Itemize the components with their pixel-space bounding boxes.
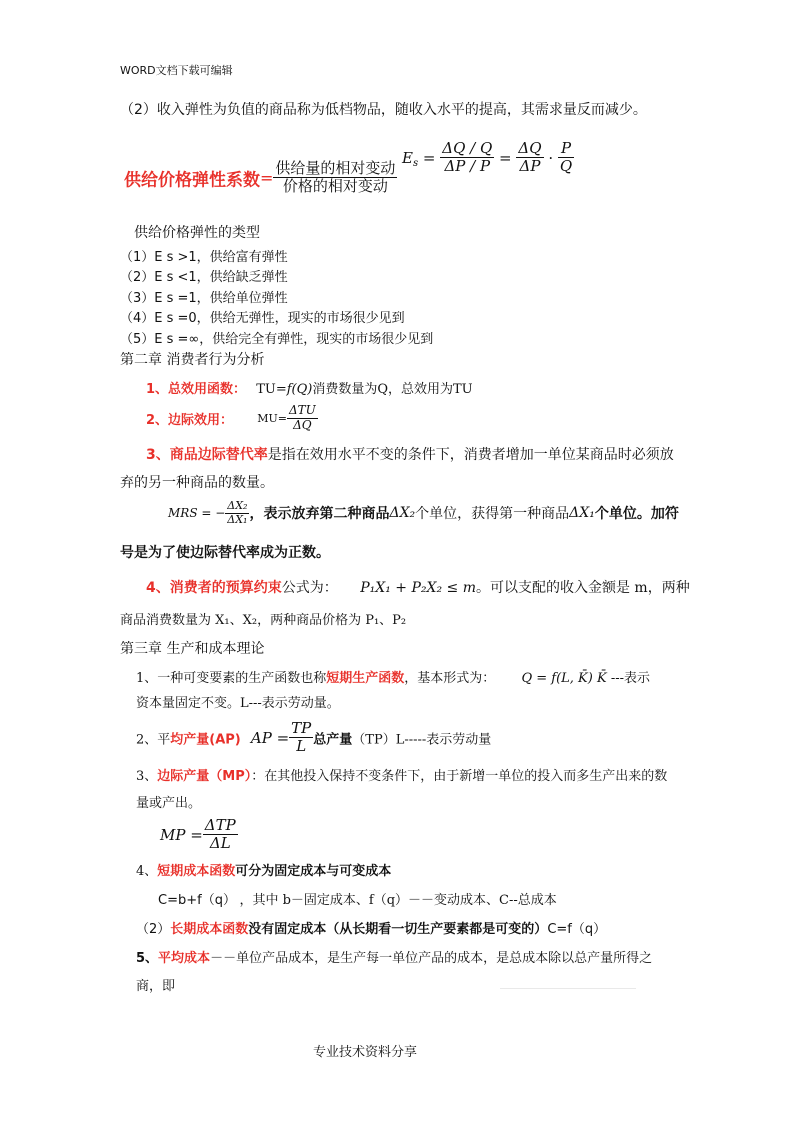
ch2-mrs-lhs: MRS = − bbox=[168, 506, 226, 521]
ch2-mrs-num: ΔX₂ bbox=[227, 499, 248, 512]
ch2-mrs-line2: 弃的另一种商品的数量。 bbox=[120, 475, 274, 491]
supply-formula-frac2-num: ΔQ bbox=[518, 139, 542, 157]
ch2-mrs-formula-line bbox=[168, 500, 679, 526]
ch3-s2-line bbox=[136, 720, 491, 756]
ch2-mrs-label: 3、商品边际替代率 bbox=[146, 447, 268, 463]
ch3-s1-mid: ，基本形式为： bbox=[404, 671, 496, 686]
types-item-5: （5）E s =∞，供给完全有弹性，现实的市场很少见到 bbox=[120, 332, 434, 347]
ch2-budget-line1 bbox=[146, 577, 690, 597]
ch2-total-utility bbox=[146, 378, 473, 397]
ch3-s2-post: （TP）L-----表示劳动量 bbox=[352, 732, 492, 748]
ch2-mrs-text4: 个单位，获得第一种商品 bbox=[415, 506, 570, 523]
supply-coef-fraction bbox=[273, 160, 397, 196]
supply-formula-frac2 bbox=[516, 140, 543, 176]
ch3-s1-formula: Q = f(L, K̄) K̄ bbox=[521, 671, 607, 686]
ch3-s3-line1 bbox=[136, 765, 667, 784]
supply-formula-dot: · bbox=[548, 148, 554, 167]
ch3-s3-pre: 3、 bbox=[136, 769, 158, 784]
ch2-mrs-text5: 个单位。加符 bbox=[594, 506, 679, 523]
supply-coef-denominator: 价格的相对变动 bbox=[282, 177, 388, 196]
supply-formula-frac2-den: ΔP bbox=[519, 157, 541, 176]
ch3-s5-line1 bbox=[136, 947, 652, 966]
supply-formula-frac3-den: Q bbox=[559, 157, 573, 176]
ch2-mrs-line4: 号是为了使边际替代率成为正数。 bbox=[120, 545, 330, 561]
ch3-mp-formula bbox=[160, 817, 238, 853]
ch3-s3-line2: 量或产出。 bbox=[136, 796, 202, 811]
ch3-mp-fraction bbox=[203, 817, 238, 853]
chapter3-title: 第三章 生产和成本理论 bbox=[120, 641, 265, 657]
ch3-mp-den: ΔL bbox=[209, 834, 231, 853]
types-item-1: （1）E s >1，供给富有弹性 bbox=[120, 250, 288, 265]
supply-coef-eq: = bbox=[260, 168, 274, 188]
ch3-s4-red: 短期成本函数 bbox=[157, 864, 236, 879]
ch3-s4-formula-line bbox=[158, 889, 557, 908]
ch3-s4-bold: 可分为固定成本与可变成本 bbox=[235, 864, 392, 879]
ch2-mrs-var1: ΔX₁ bbox=[569, 505, 595, 522]
ch2-mrs-line1 bbox=[146, 444, 674, 464]
ch3-s1-line2: 资本量固定不变。L---表示劳动量。 bbox=[136, 696, 340, 711]
ch3-s4-formula: C=b+f（q） bbox=[158, 893, 230, 908]
para-income-elasticity: （2）收入弹性为负值的商品称为低档物品，随收入水平的提高，其需求量反而减少。 bbox=[120, 102, 647, 118]
page-footer: 专业技术资料分享 bbox=[313, 1045, 418, 1060]
ch3-s4-pre: 4、 bbox=[136, 864, 158, 879]
ch3-s4b-line bbox=[136, 918, 606, 937]
ch2-tu-func: f(Q) bbox=[286, 382, 313, 397]
ch3-s4b-bold: 没有固定成本（从长期看一切生产要素都是可变的） bbox=[248, 922, 548, 937]
ch2-mrs-text3: ，表示放弃第二种商品 bbox=[249, 506, 390, 523]
ch3-s4b-post: C=f（q） bbox=[547, 922, 607, 937]
supply-formula-frac1-num: ΔQ / Q bbox=[442, 139, 493, 157]
ch2-mrs-var2: ΔX₂ bbox=[389, 505, 416, 522]
ch3-s4b-red: 长期成本函数 bbox=[170, 922, 249, 937]
supply-formula-frac3 bbox=[558, 140, 574, 176]
page-header: WORD文档下载可编辑 bbox=[120, 64, 233, 77]
ch3-s4-text: ，其中 b－固定成本、f（q）－－变动成本、C--总成本 bbox=[239, 893, 557, 908]
ch3-s5-line2: 商，即 bbox=[136, 979, 176, 994]
ch2-tu-label: 1、总效用函数： bbox=[146, 382, 247, 397]
ch2-budget-text2: 。可以支配的收入金额是 m，两种 bbox=[475, 580, 690, 596]
ch2-marginal-utility bbox=[146, 404, 318, 433]
ch3-s3-text: ：在其他投入保持不变条件下，由于新增一单位的投入而多生产出来的数 bbox=[251, 769, 668, 784]
supply-formula-eq1: = bbox=[422, 148, 436, 167]
ch3-mp-lhs: MP = bbox=[160, 825, 203, 844]
supply-formula-sub: s bbox=[412, 157, 419, 169]
ch3-s1-pre: 1、一种可变要素的生产函数也称 bbox=[136, 671, 327, 686]
ch3-s1-post: ---表示 bbox=[606, 671, 650, 686]
supply-formula-frac1-den: ΔP / P bbox=[444, 157, 491, 176]
supply-coef-label: 供给价格弹性系数 bbox=[124, 170, 260, 191]
ch3-s4b-pre: （2） bbox=[136, 922, 171, 937]
supply-coef-numerator: 供给量的相对变动 bbox=[275, 159, 396, 177]
ch2-mrs-text1: 是指在效用水平不变的条件下，消费者增加一单位某商品时必须放 bbox=[267, 447, 674, 463]
ch2-mrs-fraction bbox=[225, 500, 249, 526]
ch3-s2-pre: 2、平 bbox=[136, 732, 171, 748]
ch3-s2-den: L bbox=[296, 737, 307, 756]
ch2-mu-fraction bbox=[287, 404, 318, 433]
types-title: 供给价格弹性的类型 bbox=[134, 225, 260, 241]
ch2-mu-label: 2、边际效用： bbox=[146, 412, 234, 428]
types-item-2: （2）E s <1，供给缺乏弹性 bbox=[120, 270, 288, 285]
types-item-4: （4）E s =0，供给无弹性，现实的市场很少见到 bbox=[120, 311, 405, 326]
ch2-budget-text1: 公式为： bbox=[281, 580, 338, 596]
supply-coef-block bbox=[124, 160, 397, 196]
ch2-tu-text: 消费数量为Q，总效用为TU bbox=[312, 382, 473, 397]
ch3-s2-red: 均产量(AP) bbox=[170, 732, 241, 748]
ch3-s4-line bbox=[136, 860, 391, 879]
types-item-3: （3）E s =1，供给单位弹性 bbox=[120, 291, 288, 306]
ch3-s1-red: 短期生产函数 bbox=[326, 671, 405, 686]
ch3-s2-lhs: AP = bbox=[250, 728, 290, 747]
ch2-mu-den: ΔQ bbox=[293, 417, 312, 432]
supply-formula-eq2: = bbox=[499, 148, 512, 167]
ch2-mu-num: ΔTU bbox=[288, 403, 316, 417]
chapter2-title: 第二章 消费者行为分析 bbox=[120, 352, 265, 368]
ch2-budget-formula: P₁X₁ + P₂X₂ ≤ m bbox=[360, 580, 476, 596]
ch3-mp-num: ΔTP bbox=[204, 816, 236, 834]
ch3-s5-text: －－单位产品成本，是生产每一单位产品的成本，是总成本除以总产量所得之 bbox=[210, 951, 653, 966]
supply-formula-frac3-num: P bbox=[558, 140, 574, 158]
ch3-s1-line1 bbox=[136, 667, 650, 686]
ch2-budget-line2: 商品消费数量为 X₁、X₂，两种商品价格为 P₁、P₂ bbox=[120, 613, 407, 628]
ch2-budget-label: 4、消费者的预算约束 bbox=[146, 580, 282, 596]
supply-formula bbox=[402, 140, 574, 176]
ch3-s2-bold: 总产量 bbox=[313, 732, 353, 748]
ch2-mu-pre: MU= bbox=[257, 411, 287, 425]
ch3-s5-pre: 5、 bbox=[136, 951, 159, 966]
supply-formula-lhs: E bbox=[402, 148, 413, 167]
ch3-s3-red: 边际产量（MP） bbox=[157, 769, 252, 784]
supply-formula-frac1 bbox=[440, 140, 494, 176]
faint-divider bbox=[500, 988, 636, 989]
ch2-tu-pre: TU= bbox=[256, 382, 287, 397]
ch3-s2-num: TP bbox=[291, 719, 312, 737]
ch2-mrs-den: ΔX₁ bbox=[227, 512, 248, 526]
ch3-s2-fraction bbox=[289, 720, 313, 756]
ch3-s5-red: 平均成本 bbox=[158, 951, 211, 966]
